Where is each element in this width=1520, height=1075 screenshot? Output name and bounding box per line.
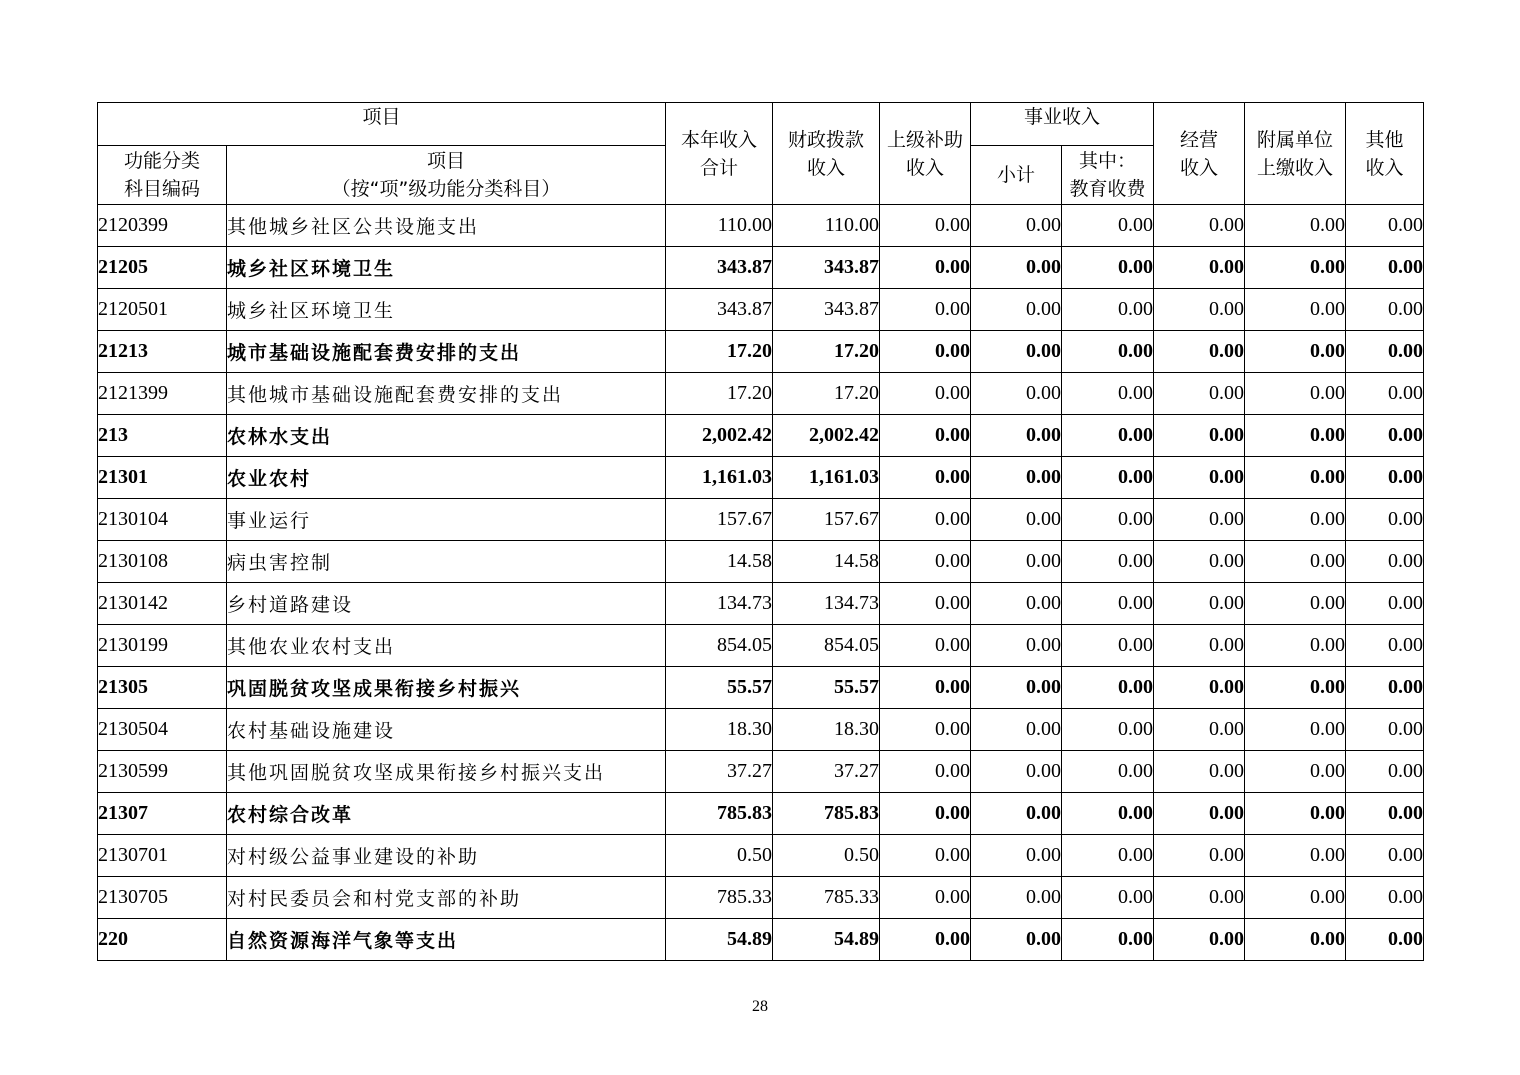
affiliated-income-cell: 0.00 <box>1245 331 1346 373</box>
header-code-line1: 功能分类 <box>123 150 200 172</box>
fiscal-allocation-cell: 854.05 <box>773 625 880 667</box>
subject-name-cell: 农村基础设施建设 <box>227 709 666 751</box>
affiliated-income-cell: 0.00 <box>1245 247 1346 289</box>
header-upper-line1: 上级补助 <box>887 128 964 151</box>
upper-subsidy-cell: 0.00 <box>880 499 971 541</box>
business-subtotal-cell: 0.00 <box>971 919 1062 961</box>
education-fee-cell: 0.00 <box>1062 289 1154 331</box>
education-fee-cell: 0.00 <box>1062 205 1154 247</box>
affiliated-income-cell: 0.00 <box>1245 835 1346 877</box>
operating-income-cell: 0.00 <box>1154 457 1245 499</box>
subject-code-cell: 220 <box>98 919 227 961</box>
business-subtotal-cell: 0.00 <box>971 625 1062 667</box>
fiscal-allocation-cell: 343.87 <box>773 289 880 331</box>
header-affiliated-line1: 附属单位 <box>1257 128 1334 151</box>
fiscal-allocation-cell: 0.50 <box>773 835 880 877</box>
education-fee-cell: 0.00 <box>1062 583 1154 625</box>
subject-code-cell: 2130504 <box>98 709 227 751</box>
education-fee-cell: 0.00 <box>1062 499 1154 541</box>
education-fee-cell: 0.00 <box>1062 541 1154 583</box>
budget-income-table <box>97 102 1424 961</box>
subject-code-cell: 2130108 <box>98 541 227 583</box>
subject-code-cell: 21307 <box>98 793 227 835</box>
header-business-income: 事业收入 <box>971 103 1154 146</box>
header-item-line2: （按“项”级功能分类科目） <box>331 178 561 200</box>
table-header <box>98 103 1424 205</box>
header-other-line2: 收入 <box>1365 156 1404 179</box>
operating-income-cell: 0.00 <box>1154 919 1245 961</box>
subject-name-cell: 农村综合改革 <box>227 793 666 835</box>
education-fee-cell: 0.00 <box>1062 751 1154 793</box>
header-affiliated-income <box>1245 103 1346 205</box>
subject-name-cell: 巩固脱贫攻坚成果衔接乡村振兴 <box>227 667 666 709</box>
affiliated-income-cell: 0.00 <box>1245 373 1346 415</box>
fiscal-allocation-cell: 343.87 <box>773 247 880 289</box>
subject-name-cell: 城乡社区环境卫生 <box>227 289 666 331</box>
other-income-cell: 0.00 <box>1346 583 1424 625</box>
upper-subsidy-cell: 0.00 <box>880 919 971 961</box>
education-fee-cell: 0.00 <box>1062 457 1154 499</box>
fiscal-allocation-cell: 55.57 <box>773 667 880 709</box>
header-item <box>227 146 666 205</box>
operating-income-cell: 0.00 <box>1154 373 1245 415</box>
education-fee-cell: 0.00 <box>1062 877 1154 919</box>
education-fee-cell: 0.00 <box>1062 331 1154 373</box>
other-income-cell: 0.00 <box>1346 625 1424 667</box>
total-income-cell: 0.50 <box>666 835 773 877</box>
subject-code-cell: 2130705 <box>98 877 227 919</box>
other-income-cell: 0.00 <box>1346 289 1424 331</box>
affiliated-income-cell: 0.00 <box>1245 625 1346 667</box>
header-other-line1: 其他 <box>1365 128 1404 151</box>
affiliated-income-cell: 0.00 <box>1245 457 1346 499</box>
operating-income-cell: 0.00 <box>1154 625 1245 667</box>
upper-subsidy-cell: 0.00 <box>880 541 971 583</box>
operating-income-cell: 0.00 <box>1154 583 1245 625</box>
education-fee-cell: 0.00 <box>1062 667 1154 709</box>
upper-subsidy-cell: 0.00 <box>880 457 971 499</box>
header-total-income <box>666 103 773 205</box>
affiliated-income-cell: 0.00 <box>1245 541 1346 583</box>
header-fiscal-line1: 财政拨款 <box>788 128 865 151</box>
header-operating-line1: 经营 <box>1180 128 1219 151</box>
affiliated-income-cell: 0.00 <box>1245 289 1346 331</box>
subject-name-cell: 自然资源海洋气象等支出 <box>227 919 666 961</box>
table-row <box>98 751 1424 793</box>
other-income-cell: 0.00 <box>1346 877 1424 919</box>
affiliated-income-cell: 0.00 <box>1245 667 1346 709</box>
fiscal-allocation-cell: 2,002.42 <box>773 415 880 457</box>
table-row <box>98 919 1424 961</box>
total-income-cell: 157.67 <box>666 499 773 541</box>
total-income-cell: 37.27 <box>666 751 773 793</box>
fiscal-allocation-cell: 785.33 <box>773 877 880 919</box>
other-income-cell: 0.00 <box>1346 793 1424 835</box>
table-row <box>98 625 1424 667</box>
other-income-cell: 0.00 <box>1346 541 1424 583</box>
fiscal-allocation-cell: 110.00 <box>773 205 880 247</box>
upper-subsidy-cell: 0.00 <box>880 793 971 835</box>
fiscal-allocation-cell: 1,161.03 <box>773 457 880 499</box>
subject-name-cell: 乡村道路建设 <box>227 583 666 625</box>
business-subtotal-cell: 0.00 <box>971 205 1062 247</box>
subject-name-cell: 农业农村 <box>227 457 666 499</box>
upper-subsidy-cell: 0.00 <box>880 835 971 877</box>
subject-name-cell: 其他巩固脱贫攻坚成果衔接乡村振兴支出 <box>227 751 666 793</box>
subject-name-cell: 其他城乡社区公共设施支出 <box>227 205 666 247</box>
total-income-cell: 17.20 <box>666 373 773 415</box>
subject-name-cell: 病虫害控制 <box>227 541 666 583</box>
education-fee-cell: 0.00 <box>1062 247 1154 289</box>
header-edu-line2: 教育收费 <box>1069 178 1146 200</box>
total-income-cell: 2,002.42 <box>666 415 773 457</box>
subject-code-cell: 2120501 <box>98 289 227 331</box>
table-row <box>98 583 1424 625</box>
table-row <box>98 373 1424 415</box>
subject-name-cell: 对村级公益事业建设的补助 <box>227 835 666 877</box>
table-row <box>98 331 1424 373</box>
subject-code-cell: 2130701 <box>98 835 227 877</box>
operating-income-cell: 0.00 <box>1154 331 1245 373</box>
upper-subsidy-cell: 0.00 <box>880 583 971 625</box>
operating-income-cell: 0.00 <box>1154 793 1245 835</box>
other-income-cell: 0.00 <box>1346 457 1424 499</box>
business-subtotal-cell: 0.00 <box>971 457 1062 499</box>
total-income-cell: 54.89 <box>666 919 773 961</box>
subject-code-cell: 21305 <box>98 667 227 709</box>
fiscal-allocation-cell: 54.89 <box>773 919 880 961</box>
header-upper-line2: 收入 <box>906 156 945 179</box>
business-subtotal-cell: 0.00 <box>971 415 1062 457</box>
table-body <box>98 205 1424 961</box>
operating-income-cell: 0.00 <box>1154 499 1245 541</box>
business-subtotal-cell: 0.00 <box>971 583 1062 625</box>
header-education-fee <box>1062 146 1154 205</box>
header-subtotal: 小计 <box>971 146 1062 205</box>
total-income-cell: 134.73 <box>666 583 773 625</box>
upper-subsidy-cell: 0.00 <box>880 709 971 751</box>
business-subtotal-cell: 0.00 <box>971 499 1062 541</box>
subject-code-cell: 21301 <box>98 457 227 499</box>
subject-code-cell: 2130142 <box>98 583 227 625</box>
table-row <box>98 499 1424 541</box>
total-income-cell: 785.83 <box>666 793 773 835</box>
operating-income-cell: 0.00 <box>1154 877 1245 919</box>
affiliated-income-cell: 0.00 <box>1245 919 1346 961</box>
table-row <box>98 247 1424 289</box>
operating-income-cell: 0.00 <box>1154 205 1245 247</box>
fiscal-allocation-cell: 37.27 <box>773 751 880 793</box>
operating-income-cell: 0.00 <box>1154 415 1245 457</box>
business-subtotal-cell: 0.00 <box>971 709 1062 751</box>
other-income-cell: 0.00 <box>1346 709 1424 751</box>
header-other-income <box>1346 103 1424 205</box>
upper-subsidy-cell: 0.00 <box>880 331 971 373</box>
operating-income-cell: 0.00 <box>1154 667 1245 709</box>
subject-code-cell: 21213 <box>98 331 227 373</box>
operating-income-cell: 0.00 <box>1154 835 1245 877</box>
business-subtotal-cell: 0.00 <box>971 835 1062 877</box>
total-income-cell: 18.30 <box>666 709 773 751</box>
operating-income-cell: 0.00 <box>1154 541 1245 583</box>
education-fee-cell: 0.00 <box>1062 835 1154 877</box>
affiliated-income-cell: 0.00 <box>1245 709 1346 751</box>
affiliated-income-cell: 0.00 <box>1245 583 1346 625</box>
header-project: 项目 <box>98 103 666 146</box>
upper-subsidy-cell: 0.00 <box>880 205 971 247</box>
header-affiliated-line2: 上缴收入 <box>1257 156 1334 179</box>
fiscal-allocation-cell: 157.67 <box>773 499 880 541</box>
subject-code-cell: 213 <box>98 415 227 457</box>
header-fiscal-line2: 收入 <box>807 156 846 179</box>
subject-code-cell: 2120399 <box>98 205 227 247</box>
total-income-cell: 854.05 <box>666 625 773 667</box>
upper-subsidy-cell: 0.00 <box>880 625 971 667</box>
header-fiscal-allocation <box>773 103 880 205</box>
business-subtotal-cell: 0.00 <box>971 331 1062 373</box>
affiliated-income-cell: 0.00 <box>1245 205 1346 247</box>
other-income-cell: 0.00 <box>1346 919 1424 961</box>
business-subtotal-cell: 0.00 <box>971 667 1062 709</box>
subject-name-cell: 其他城市基础设施配套费安排的支出 <box>227 373 666 415</box>
upper-subsidy-cell: 0.00 <box>880 289 971 331</box>
fiscal-allocation-cell: 18.30 <box>773 709 880 751</box>
upper-subsidy-cell: 0.00 <box>880 751 971 793</box>
education-fee-cell: 0.00 <box>1062 625 1154 667</box>
upper-subsidy-cell: 0.00 <box>880 667 971 709</box>
subject-name-cell: 农林水支出 <box>227 415 666 457</box>
affiliated-income-cell: 0.00 <box>1245 499 1346 541</box>
other-income-cell: 0.00 <box>1346 751 1424 793</box>
other-income-cell: 0.00 <box>1346 331 1424 373</box>
education-fee-cell: 0.00 <box>1062 919 1154 961</box>
table-row <box>98 289 1424 331</box>
education-fee-cell: 0.00 <box>1062 709 1154 751</box>
other-income-cell: 0.00 <box>1346 415 1424 457</box>
header-total-line1: 本年收入 <box>681 128 758 151</box>
other-income-cell: 0.00 <box>1346 835 1424 877</box>
fiscal-allocation-cell: 17.20 <box>773 373 880 415</box>
operating-income-cell: 0.00 <box>1154 289 1245 331</box>
upper-subsidy-cell: 0.00 <box>880 247 971 289</box>
subject-name-cell: 城市基础设施配套费安排的支出 <box>227 331 666 373</box>
table-row <box>98 541 1424 583</box>
total-income-cell: 110.00 <box>666 205 773 247</box>
total-income-cell: 785.33 <box>666 877 773 919</box>
table-row <box>98 793 1424 835</box>
total-income-cell: 343.87 <box>666 289 773 331</box>
table-row <box>98 709 1424 751</box>
page-number: 28 <box>752 998 768 1015</box>
subject-name-cell: 城乡社区环境卫生 <box>227 247 666 289</box>
table-row <box>98 835 1424 877</box>
table-row <box>98 415 1424 457</box>
fiscal-allocation-cell: 14.58 <box>773 541 880 583</box>
header-total-line2: 合计 <box>700 156 739 179</box>
affiliated-income-cell: 0.00 <box>1245 793 1346 835</box>
subject-name-cell: 其他农业农村支出 <box>227 625 666 667</box>
affiliated-income-cell: 0.00 <box>1245 415 1346 457</box>
upper-subsidy-cell: 0.00 <box>880 373 971 415</box>
education-fee-cell: 0.00 <box>1062 373 1154 415</box>
total-income-cell: 1,161.03 <box>666 457 773 499</box>
upper-subsidy-cell: 0.00 <box>880 415 971 457</box>
subject-name-cell: 对村民委员会和村党支部的补助 <box>227 877 666 919</box>
business-subtotal-cell: 0.00 <box>971 247 1062 289</box>
subject-code-cell: 2130599 <box>98 751 227 793</box>
total-income-cell: 14.58 <box>666 541 773 583</box>
business-subtotal-cell: 0.00 <box>971 751 1062 793</box>
education-fee-cell: 0.00 <box>1062 793 1154 835</box>
table-row <box>98 457 1424 499</box>
operating-income-cell: 0.00 <box>1154 751 1245 793</box>
header-item-line1: 项目 <box>427 150 466 172</box>
subject-code-cell: 2121399 <box>98 373 227 415</box>
subject-code-cell: 2130199 <box>98 625 227 667</box>
fiscal-allocation-cell: 134.73 <box>773 583 880 625</box>
total-income-cell: 55.57 <box>666 667 773 709</box>
business-subtotal-cell: 0.00 <box>971 793 1062 835</box>
affiliated-income-cell: 0.00 <box>1245 751 1346 793</box>
other-income-cell: 0.00 <box>1346 247 1424 289</box>
operating-income-cell: 0.00 <box>1154 247 1245 289</box>
other-income-cell: 0.00 <box>1346 205 1424 247</box>
header-edu-line1: 其中： <box>1079 150 1137 172</box>
subject-code-cell: 2130104 <box>98 499 227 541</box>
other-income-cell: 0.00 <box>1346 373 1424 415</box>
operating-income-cell: 0.00 <box>1154 709 1245 751</box>
fiscal-allocation-cell: 785.83 <box>773 793 880 835</box>
other-income-cell: 0.00 <box>1346 667 1424 709</box>
business-subtotal-cell: 0.00 <box>971 373 1062 415</box>
upper-subsidy-cell: 0.00 <box>880 877 971 919</box>
total-income-cell: 17.20 <box>666 331 773 373</box>
subject-name-cell: 事业运行 <box>227 499 666 541</box>
header-code-line2: 科目编码 <box>123 178 200 200</box>
other-income-cell: 0.00 <box>1346 499 1424 541</box>
table-row <box>98 667 1424 709</box>
header-operating-income <box>1154 103 1245 205</box>
header-code <box>98 146 227 205</box>
subject-code-cell: 21205 <box>98 247 227 289</box>
business-subtotal-cell: 0.00 <box>971 289 1062 331</box>
business-subtotal-cell: 0.00 <box>971 877 1062 919</box>
table-row <box>98 877 1424 919</box>
header-operating-line2: 收入 <box>1180 156 1219 179</box>
header-upper-subsidy <box>880 103 971 205</box>
business-subtotal-cell: 0.00 <box>971 541 1062 583</box>
affiliated-income-cell: 0.00 <box>1245 877 1346 919</box>
total-income-cell: 343.87 <box>666 247 773 289</box>
education-fee-cell: 0.00 <box>1062 415 1154 457</box>
table-row <box>98 205 1424 247</box>
fiscal-allocation-cell: 17.20 <box>773 331 880 373</box>
